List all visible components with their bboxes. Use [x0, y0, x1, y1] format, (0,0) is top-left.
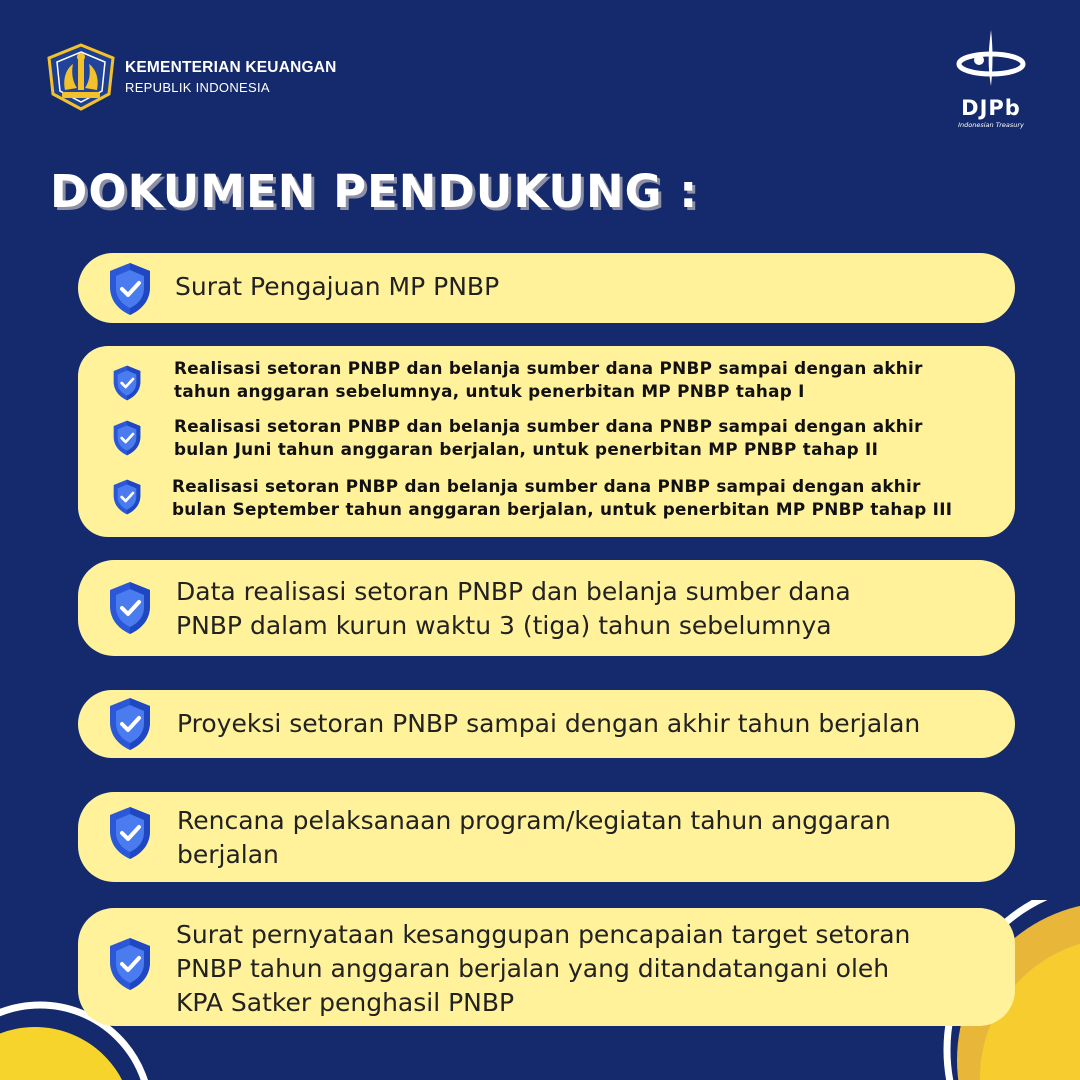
card-text [177, 804, 891, 872]
document-card-1 [78, 253, 1015, 323]
sub-item-line: bulan Juni tahun anggaran berjalan, untuk penerbitan MP PNBP tahap II [174, 439, 879, 459]
djpb-emblem-icon [945, 26, 1037, 96]
shield-check-icon [106, 805, 154, 861]
card-line: KPA Satker penghasil PNBP [176, 988, 515, 1017]
djpb-logo [945, 26, 1037, 130]
document-card-3 [78, 560, 1015, 656]
shield-check-icon [106, 261, 154, 317]
shield-check-icon [111, 478, 143, 516]
org-name: KEMENTERIAN KEUANGAN [125, 59, 337, 76]
card-line: Rencana pelaksanaan program/kegiatan tahun anggaran [177, 806, 891, 835]
djpb-name: DJPb [961, 96, 1021, 120]
shield-check-icon [106, 936, 154, 992]
kemenkeu-emblem-icon [45, 42, 117, 112]
card-line: PNBP tahun anggaran berjalan yang ditandatangani oleh [176, 954, 890, 983]
sub-item-line: Realisasi setoran PNBP dan belanja sumber dana PNBP sampai dengan akhir [174, 358, 923, 378]
sub-item-text [174, 357, 923, 403]
sub-item-line: tahun anggaran sebelumnya, untuk penerbitan MP PNBP tahap I [174, 381, 805, 401]
card-line: berjalan [177, 840, 279, 869]
page-title: DOKUMEN PENDUKUNG : [50, 165, 699, 218]
org-subtitle: REPUBLIK INDONESIA [125, 80, 270, 95]
card-line: Surat pernyataan kesanggupan pencapaian target setoran [176, 920, 911, 949]
kemenkeu-logo [45, 42, 337, 112]
card-text: Surat Pengajuan MP PNBP [175, 272, 500, 301]
sub-item-line: Realisasi setoran PNBP dan belanja sumber dana PNBP sampai dengan akhir [172, 476, 921, 496]
card-line: PNBP dalam kurun waktu 3 (tiga) tahun sebelumnya [176, 611, 832, 640]
sub-item-line: bulan September tahun anggaran berjalan, untuk penerbitan MP PNBP tahap III [172, 499, 953, 519]
card-text [176, 575, 851, 643]
card-line: Data realisasi setoran PNBP dan belanja sumber dana [176, 577, 851, 606]
sub-item-text [172, 475, 952, 521]
document-card-6 [78, 908, 1015, 1026]
card-text [176, 918, 982, 1020]
shield-check-icon [111, 419, 143, 457]
djpb-subtitle: Indonesian Treasury [958, 121, 1024, 129]
card-text: Proyeksi setoran PNBP sampai dengan akhir tahun berjalan [177, 709, 921, 738]
document-card-5 [78, 792, 1015, 882]
shield-check-icon [106, 696, 154, 752]
sub-item-line: Realisasi setoran PNBP dan belanja sumber dana PNBP sampai dengan akhir [174, 416, 923, 436]
shield-check-icon [106, 580, 154, 636]
sub-item-text [174, 415, 923, 461]
shield-check-icon [111, 364, 143, 402]
document-card-4 [78, 690, 1015, 758]
document-card-2 [78, 346, 1015, 537]
